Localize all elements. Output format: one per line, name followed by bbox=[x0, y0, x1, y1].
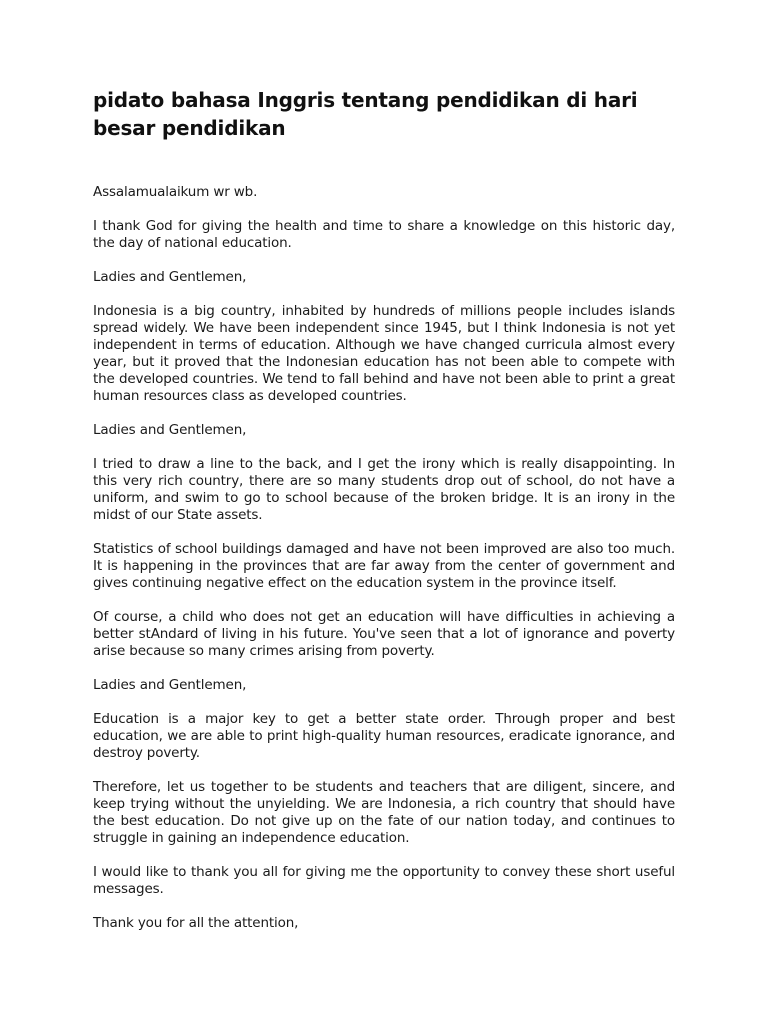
paragraph-greeting: Assalamualaikum wr wb. bbox=[93, 184, 258, 200]
paragraph-statistics: Statistics of school buildings damaged and have not been improved are also too much. It is happening in the provinces that are far away from the center of government and gives continuing negative effect on the education system in the province itself. bbox=[93, 541, 675, 591]
paragraph-call-to-action: Therefore, let us together to be students and teachers that are diligent, sincere, and keep trying without the unyielding. We are Indonesia, a rich country that should have the best education. Do not give up on the fate of our nation today, and continues to struggle in gaining an independence education. bbox=[93, 779, 675, 846]
paragraph-salutation: Ladies and Gentlemen, bbox=[93, 269, 247, 285]
paragraph-indonesia: Indonesia is a big country, inhabited by hundreds of millions people includes islands spread widely. We have been independent since 1945, but I think Indonesia is not yet independent in terms of education. Although we have changed curricula almost every year, but it proved that the Indonesian education has not been able to compete with the developed countries. We tend to fall behind and have not been able to print a great human resources class as developed countries. bbox=[93, 303, 675, 404]
paragraph-salutation: Ladies and Gentlemen, bbox=[93, 422, 247, 438]
paragraph-irony: I tried to draw a line to the back, and I get the irony which is really disappointing. In this very rich country, there are so many students drop out of school, do not have a uniform, and swim to go to school because of the broken bridge. It is an irony in the midst of our State assets. bbox=[93, 456, 675, 523]
paragraph-education-key: Education is a major key to get a better state order. Through proper and best education, we are able to print high-quality human resources, eradicate ignorance, and destroy poverty. bbox=[93, 711, 675, 761]
paragraph-salutation: Ladies and Gentlemen, bbox=[93, 677, 247, 693]
paragraph-child-education: Of course, a child who does not get an education will have difficulties in achieving a better stAndard of living in his future. You've seen that a lot of ignorance and poverty arise because so many crimes arising from poverty. bbox=[93, 609, 675, 659]
paragraph-sign-off: Thank you for all the attention, bbox=[93, 915, 299, 931]
paragraph-thanks-god: I thank God for giving the health and time to share a knowledge on this historic day, the day of national education. bbox=[93, 218, 675, 251]
paragraph-closing-thanks: I would like to thank you all for giving me the opportunity to convey these short useful messages. bbox=[93, 864, 675, 897]
document-title: pidato bahasa Inggris tentang pendidikan di hari besar pendidikan bbox=[93, 88, 638, 140]
document-page bbox=[93, 86, 675, 949]
